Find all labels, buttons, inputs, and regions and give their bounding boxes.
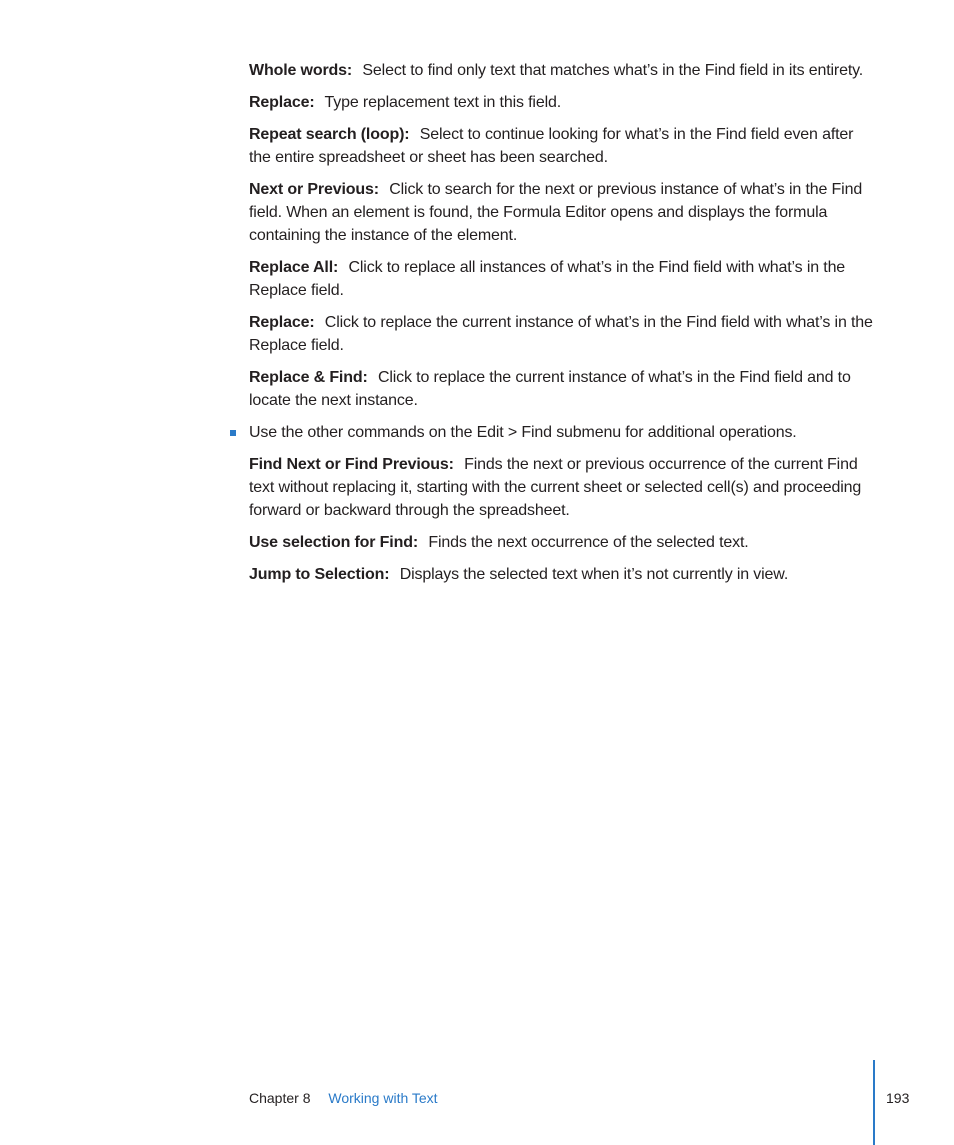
term-description: Click to search for the next or previous instance of what’s in the Find field. When an element is found, the Formula Editor opens and displays the formula containing the instance of the element.	[249, 181, 863, 244]
term-label: Replace:	[249, 94, 315, 111]
term-description: Finds the next occurrence of the selected text.	[428, 534, 749, 551]
square-bullet-icon	[230, 430, 236, 436]
term-label: Replace:	[249, 314, 315, 331]
term-label: Next or Previous:	[249, 181, 379, 198]
footer-divider	[873, 1060, 875, 1145]
term-description: Click to replace the current instance of what’s in the Find field with what’s in the Replace field.	[249, 314, 873, 354]
definition-replace-all	[249, 256, 877, 302]
term-label: Find Next or Find Previous:	[249, 456, 454, 473]
chapter-title-link[interactable]: Working with Text	[328, 1090, 438, 1106]
definition-find-next-previous	[249, 453, 877, 522]
term-description: Select to find only text that matches what’s in the Find field in its entirety.	[362, 62, 864, 79]
page-number: 193	[886, 1090, 910, 1106]
term-label: Replace All:	[249, 259, 339, 276]
bullet-text: Use the other commands on the Edit > Find submenu for additional operations.	[249, 424, 797, 441]
term-label: Jump to Selection:	[249, 566, 390, 583]
definition-next-or-previous	[249, 178, 877, 247]
definition-replace-field	[249, 91, 877, 114]
term-description: Select to continue looking for what’s in the Find field even after the entire spreadsheet or sheet has been searched.	[249, 126, 854, 166]
page-footer	[249, 1089, 438, 1107]
term-description: Type replacement text in this field.	[324, 94, 562, 111]
definition-use-selection	[249, 531, 877, 554]
definition-replace-and-find	[249, 366, 877, 412]
definition-whole-words	[249, 59, 877, 82]
definition-replace-button	[249, 311, 877, 357]
chapter-label: Chapter 8	[249, 1090, 311, 1106]
term-description: Click to replace all instances of what’s in the Find field with what’s in the Replace field.	[249, 259, 846, 299]
term-description: Click to replace the current instance of what’s in the Find field and to locate the next instance.	[249, 369, 851, 409]
definition-jump-to-selection	[249, 563, 877, 586]
term-description: Finds the next or previous occurrence of the current Find text without replacing it, starting with the current sheet or selected cell(s) and proceeding forward or backward through the spreadsheet.	[249, 456, 862, 519]
term-description: Displays the selected text when it’s not currently in view.	[399, 566, 789, 583]
page-body	[249, 59, 877, 595]
term-label: Whole words:	[249, 62, 353, 79]
term-label: Repeat search (loop):	[249, 126, 410, 143]
definition-repeat-search	[249, 123, 877, 169]
term-label: Use selection for Find:	[249, 534, 419, 551]
bullet-item	[249, 421, 877, 444]
term-label: Replace & Find:	[249, 369, 368, 386]
